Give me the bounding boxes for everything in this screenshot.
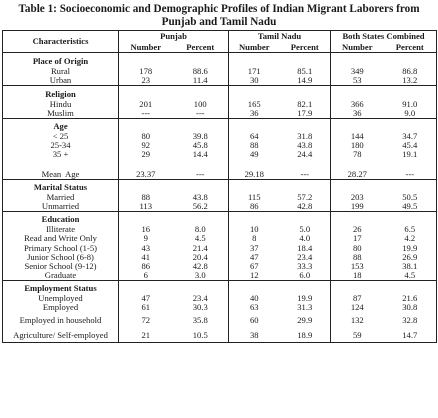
section-spacer-cell: [384, 53, 437, 68]
number-cell: 63: [229, 303, 280, 312]
percent-cell: ---: [300, 168, 310, 179]
number-cell: 87: [331, 294, 384, 303]
number-cell: 61: [119, 303, 173, 312]
percent-cell: 6.5: [404, 224, 416, 235]
percent-cell: 43.8: [192, 191, 208, 202]
number-cell: 153: [331, 262, 384, 271]
number-cell: 38: [229, 327, 280, 343]
section-spacer-cell: [229, 86, 280, 100]
percent-cell: 50.5: [402, 191, 418, 202]
row-label: Senior School (9-12): [24, 260, 97, 271]
number-cell: 16: [119, 225, 173, 234]
section-spacer-cell: [119, 118, 173, 132]
section-spacer-cell: [173, 211, 229, 225]
section-spacer-cell: [331, 179, 384, 193]
percent-cell: 30.3: [192, 302, 208, 313]
row-label: Agriculture/ Self-employed: [13, 329, 108, 340]
section-spacer-cell: [229, 211, 280, 225]
section-header-row: [3, 281, 437, 295]
number-cell: 21: [119, 327, 173, 343]
number-cell: 203: [331, 193, 384, 202]
section-spacer-cell: [331, 53, 384, 68]
percent-cell: 49.5: [402, 200, 418, 211]
percent-cell: 11.4: [192, 75, 208, 86]
percent-cell: 91.0: [402, 98, 418, 109]
number-cell: 47: [229, 252, 280, 261]
section-spacer-cell: [119, 281, 173, 295]
section-header-row: [3, 86, 437, 100]
percent-cell: 45.8: [192, 140, 208, 151]
row-label: Primary School (1-5): [23, 242, 98, 253]
percent-cell: 33.3: [297, 260, 313, 271]
percent-cell: 29.9: [297, 314, 313, 325]
percent-cell: 56.2: [192, 200, 208, 211]
percent-cell: 43.8: [297, 140, 313, 151]
number-cell: 92: [119, 141, 173, 150]
number-cell: 64: [229, 132, 280, 141]
table-row: [3, 169, 437, 179]
percent-cell: 88.6: [192, 66, 208, 77]
number-cell: 59: [331, 327, 384, 343]
characteristics-header: Characteristics: [3, 31, 119, 53]
number-cell: 88: [331, 252, 384, 261]
subheader-percent: Percent: [280, 42, 331, 53]
number-cell: 201: [119, 99, 173, 108]
percent-cell: 4.0: [299, 233, 311, 244]
number-cell: 17: [331, 234, 384, 243]
section-header-row: [3, 179, 437, 193]
section-spacer-cell: [173, 86, 229, 100]
section-spacer-cell: [173, 179, 229, 193]
section-spacer-cell: [119, 86, 173, 100]
number-cell: 30: [229, 76, 280, 86]
percent-cell: 5.0: [299, 224, 311, 235]
section-spacer-cell: [280, 86, 331, 100]
percent-cell: 4.5: [404, 270, 416, 281]
number-cell: 86: [119, 262, 173, 271]
row-label: Rural: [50, 66, 71, 77]
number-cell: 53: [331, 76, 384, 86]
table-row: [3, 159, 437, 169]
section-spacer-cell: [384, 211, 437, 225]
percent-cell: 13.2: [402, 75, 418, 86]
section-spacer-cell: [229, 118, 280, 132]
row-label: Hindu: [49, 98, 72, 109]
number-cell: 144: [331, 132, 384, 141]
number-cell: 165: [229, 99, 280, 108]
number-cell: 36: [229, 109, 280, 119]
number-cell: 47: [119, 294, 173, 303]
percent-cell: ---: [195, 107, 205, 118]
number-cell: 37: [229, 243, 280, 252]
section-spacer-cell: [331, 86, 384, 100]
number-cell: 80: [331, 243, 384, 252]
section-spacer-cell: [173, 118, 229, 132]
section-spacer-cell: [119, 53, 173, 68]
number-cell: ---: [119, 109, 173, 119]
table-row: [3, 271, 437, 281]
section-spacer-cell: [331, 281, 384, 295]
section-title: Age: [3, 118, 119, 132]
number-cell: 9: [119, 234, 173, 243]
number-cell: 171: [229, 67, 280, 76]
percent-cell: 32.8: [402, 314, 418, 325]
section-spacer-cell: [331, 211, 384, 225]
row-label: Mean Age: [41, 168, 80, 179]
number-cell: 199: [331, 202, 384, 212]
percent-cell: 57.2: [297, 191, 313, 202]
percent-cell: 45.4: [402, 140, 418, 151]
percent-cell: 39.8: [192, 131, 208, 142]
row-label: Married: [46, 191, 75, 202]
percent-cell: [384, 159, 437, 169]
number-cell: 132: [331, 312, 384, 327]
percent-cell: 42.8: [192, 260, 208, 271]
number-cell: 10: [229, 225, 280, 234]
table-title: Table 1: Socioeconomic and Demographic Profiles of Indian Migrant Laborers from Punjab and Tamil Nadu: [18, 3, 420, 28]
subheader-percent: Percent: [384, 42, 437, 53]
section-spacer-cell: [229, 281, 280, 295]
section-spacer-cell: [331, 118, 384, 132]
row-label: Employed: [42, 302, 79, 313]
number-cell: 40: [229, 294, 280, 303]
subheader-percent: Percent: [173, 42, 229, 53]
percent-cell: 30.8: [402, 302, 418, 313]
table-row: [3, 312, 437, 327]
section-header-row: [3, 53, 437, 68]
table-row: [3, 327, 437, 343]
section-spacer-cell: [119, 179, 173, 193]
row-label: [3, 159, 119, 169]
number-cell: 23: [119, 76, 173, 86]
section-title: Education: [3, 211, 119, 225]
number-cell: 88: [119, 193, 173, 202]
section-header-row: [3, 118, 437, 132]
number-cell: 60: [229, 312, 280, 327]
subheader-number: Number: [331, 42, 384, 53]
section-spacer-cell: [280, 281, 331, 295]
percent-cell: 3.0: [194, 270, 206, 281]
number-cell: [331, 159, 384, 169]
number-cell: 72: [119, 312, 173, 327]
number-cell: 12: [229, 271, 280, 281]
percent-cell: 23.4: [192, 293, 208, 304]
percent-cell: 86.8: [402, 66, 418, 77]
number-cell: 29.18: [229, 169, 280, 179]
section-spacer-cell: [280, 179, 331, 193]
number-cell: 28.27: [331, 169, 384, 179]
percent-cell: 14.7: [402, 329, 418, 340]
percent-cell: 100: [193, 98, 207, 109]
row-label: Read and Write Only: [24, 233, 97, 244]
percent-cell: 24.4: [297, 149, 313, 160]
table-row: [3, 202, 437, 212]
section-title: Religion: [3, 86, 119, 100]
number-cell: 78: [331, 150, 384, 159]
number-cell: 6: [119, 271, 173, 281]
row-label: 25-34: [50, 140, 71, 151]
number-cell: 115: [229, 193, 280, 202]
percent-cell: 17.9: [297, 107, 313, 118]
percent-cell: ---: [405, 168, 415, 179]
section-title: Place of Origin: [32, 55, 89, 66]
row-label: Junior School (6-8): [27, 251, 94, 262]
subheader-number: Number: [229, 42, 280, 53]
percent-cell: 21.6: [402, 293, 418, 304]
subheader-number: Number: [119, 42, 173, 53]
number-cell: 88: [229, 141, 280, 150]
percent-cell: 26.9: [402, 251, 418, 262]
number-cell: 178: [119, 67, 173, 76]
percent-cell: 31.8: [297, 131, 313, 142]
number-cell: 23.37: [119, 169, 173, 179]
row-label: Graduate: [44, 270, 77, 281]
percent-cell: 42.8: [297, 200, 313, 211]
section-title: Employment Status: [3, 281, 119, 295]
percent-cell: 19.9: [402, 242, 418, 253]
group-header-punjab: Punjab: [119, 31, 229, 43]
table-body: [3, 53, 437, 343]
percent-cell: 85.1: [297, 66, 313, 77]
section-spacer-cell: [280, 118, 331, 132]
section-spacer-cell: [384, 281, 437, 295]
group-header-tamil-nadu: Tamil Nadu: [229, 31, 331, 43]
percent-cell: 9.0: [404, 107, 416, 118]
percent-cell: 20.4: [192, 251, 208, 262]
section-spacer-cell: [229, 53, 280, 68]
number-cell: 67: [229, 262, 280, 271]
row-label: < 25: [52, 131, 69, 142]
percent-cell: 4.5: [194, 233, 206, 244]
row-label: Unemployed: [38, 293, 83, 304]
section-spacer-cell: [119, 211, 173, 225]
number-cell: 18: [331, 271, 384, 281]
percent-cell: 18.9: [297, 329, 313, 340]
row-label: Employed in household: [19, 314, 102, 325]
number-cell: 80: [119, 132, 173, 141]
percent-cell: 82.1: [297, 98, 313, 109]
number-cell: 43: [119, 243, 173, 252]
number-cell: 86: [229, 202, 280, 212]
percent-cell: 23.4: [297, 251, 313, 262]
number-cell: 124: [331, 303, 384, 312]
section-spacer-cell: [280, 211, 331, 225]
percent-cell: 6.0: [299, 270, 311, 281]
percent-cell: [280, 159, 331, 169]
row-label: Muslim: [47, 107, 74, 118]
section-title: Marital Status: [3, 179, 119, 193]
section-spacer-cell: [173, 281, 229, 295]
percent-cell: 4.2: [404, 233, 416, 244]
table-row: [3, 303, 437, 312]
percent-cell: 14.4: [192, 149, 208, 160]
percent-cell: 38.1: [402, 260, 418, 271]
number-cell: 49: [229, 150, 280, 159]
percent-cell: 21.4: [192, 242, 208, 253]
number-cell: 349: [331, 67, 384, 76]
table-row: [3, 234, 437, 243]
number-cell: [229, 159, 280, 169]
section-spacer-cell: [229, 179, 280, 193]
percent-cell: ---: [195, 168, 205, 179]
table-row: [3, 76, 437, 86]
percent-cell: 8.0: [194, 224, 206, 235]
number-cell: 8: [229, 234, 280, 243]
row-label: Unmarried: [41, 200, 80, 211]
percent-cell: 14.9: [297, 75, 313, 86]
percent-cell: 31.3: [297, 302, 313, 313]
section-header-row: [3, 211, 437, 225]
number-cell: 26: [331, 225, 384, 234]
section-spacer-cell: [384, 118, 437, 132]
row-label: Urban: [49, 75, 72, 86]
number-cell: 36: [331, 109, 384, 119]
section-spacer-cell: [384, 179, 437, 193]
number-cell: 41: [119, 252, 173, 261]
profile-table: [2, 30, 437, 343]
section-spacer-cell: [173, 53, 229, 68]
number-cell: 29: [119, 150, 173, 159]
percent-cell: [173, 159, 229, 169]
table-row: [3, 150, 437, 159]
percent-cell: 35.8: [192, 314, 208, 325]
number-cell: [119, 159, 173, 169]
percent-cell: 19.1: [402, 149, 418, 160]
table-row: [3, 109, 437, 119]
row-label: 35 +: [52, 149, 69, 160]
row-label: Illiterate: [45, 224, 76, 235]
section-spacer-cell: [280, 53, 331, 68]
section-spacer-cell: [384, 86, 437, 100]
percent-cell: 18.4: [297, 242, 313, 253]
percent-cell: 34.7: [402, 131, 418, 142]
group-header-combined: Both States Combined: [331, 31, 437, 43]
percent-cell: 19.9: [297, 293, 313, 304]
number-cell: 180: [331, 141, 384, 150]
number-cell: 113: [119, 202, 173, 212]
number-cell: 366: [331, 99, 384, 108]
percent-cell: 10.5: [192, 329, 208, 340]
